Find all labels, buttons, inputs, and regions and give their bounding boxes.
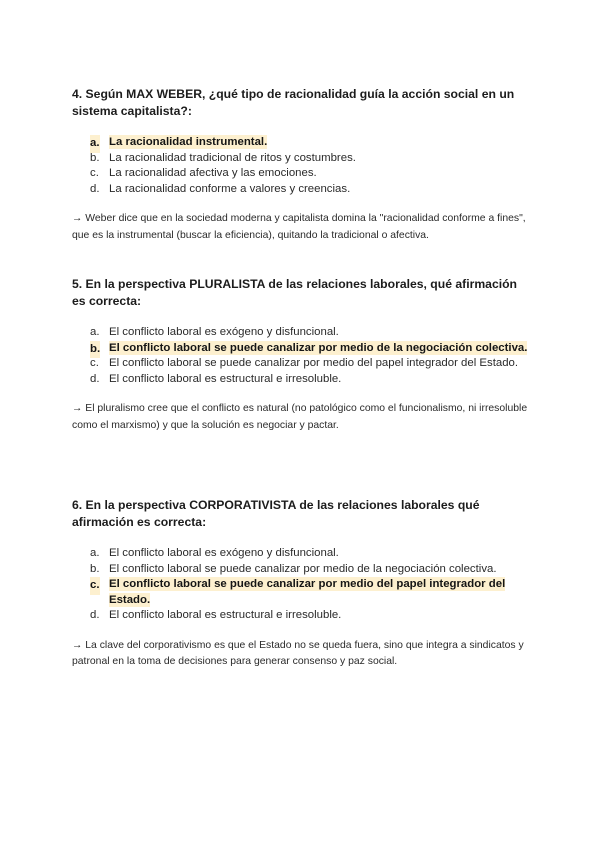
explanation-text: → La clave del corporativismo es que el Estado no se queda fuera, sino que integra a sindicatos y patronal en la toma de decisiones para generar consenso y paz social. <box>72 639 524 668</box>
option-a <box>72 546 532 562</box>
question-4 <box>72 86 532 244</box>
option-text: La racionalidad conforme a valores y creencias. <box>109 182 351 195</box>
question-5 <box>72 276 532 434</box>
option-text: El conflicto laboral se puede canalizar por medio de la negociación colectiva. <box>109 341 528 354</box>
option-text: El conflicto laboral es estructural e irresoluble. <box>109 372 342 385</box>
option-text: La racionalidad instrumental. <box>109 136 268 148</box>
answer-options <box>72 325 532 387</box>
question-6 <box>72 497 532 671</box>
option-letter: d. <box>90 609 100 622</box>
question-title: 6. En la perspectiva CORPORATIVISTA de las relaciones laborales qué afirmación es correcta: <box>72 498 480 529</box>
option-c <box>72 166 532 182</box>
option-d <box>72 182 532 198</box>
option-letter: d. <box>90 372 100 385</box>
question-title: 4. Según MAX WEBER, ¿qué tipo de racionalidad guía la acción social en un sistema capitalista?: <box>72 87 515 118</box>
option-text: El conflicto laboral es estructural e irresoluble. <box>109 609 342 622</box>
option-c <box>72 577 532 608</box>
option-letter: b. <box>90 151 100 164</box>
option-text: La racionalidad afectiva y las emociones. <box>109 167 317 180</box>
option-text: La racionalidad tradicional de ritos y costumbres. <box>109 151 356 164</box>
option-a <box>72 135 532 151</box>
option-text: El conflicto laboral es exógeno y disfuncional. <box>109 547 339 559</box>
option-letter: b. <box>90 341 100 359</box>
option-letter: a. <box>90 326 100 338</box>
option-c <box>72 356 532 372</box>
option-letter: b. <box>90 562 100 575</box>
option-text: El conflicto laboral se puede canalizar por medio de la negociación colectiva. <box>109 562 497 575</box>
option-a <box>72 325 532 341</box>
option-text: El conflicto laboral es exógeno y disfuncional. <box>109 326 339 338</box>
option-letter: a. <box>90 135 100 153</box>
option-text: El conflicto laboral se puede canalizar por medio del papel integrador del Estado. <box>109 578 506 606</box>
option-b <box>72 562 532 578</box>
option-letter: c. <box>90 577 100 595</box>
answer-options <box>72 546 532 624</box>
option-text: El conflicto laboral se puede canalizar por medio del papel integrador del Estado. <box>109 357 519 370</box>
option-b <box>72 341 532 357</box>
option-letter: a. <box>90 547 100 559</box>
option-b <box>72 151 532 167</box>
question-title: 5. En la perspectiva PLURALISTA de las relaciones laborales, qué afirmación es correcta: <box>72 277 517 308</box>
option-d <box>72 372 532 388</box>
explanation-text: → Weber dice que en la sociedad moderna y capitalista domina la "racionalidad conforme a fines", que es la instrumental (buscar la eficiencia), quitando la tradicional o afectiva. <box>72 213 526 241</box>
explanation-text: → El pluralismo cree que el conflicto es natural (no patológico como el funcionalismo, ni irresoluble como el marxismo) y que la solución es negociar y pactar. <box>72 403 528 431</box>
option-letter: c. <box>90 167 99 180</box>
option-letter: c. <box>90 357 99 370</box>
option-letter: d. <box>90 182 100 195</box>
answer-options <box>72 135 532 197</box>
option-d <box>72 608 532 624</box>
